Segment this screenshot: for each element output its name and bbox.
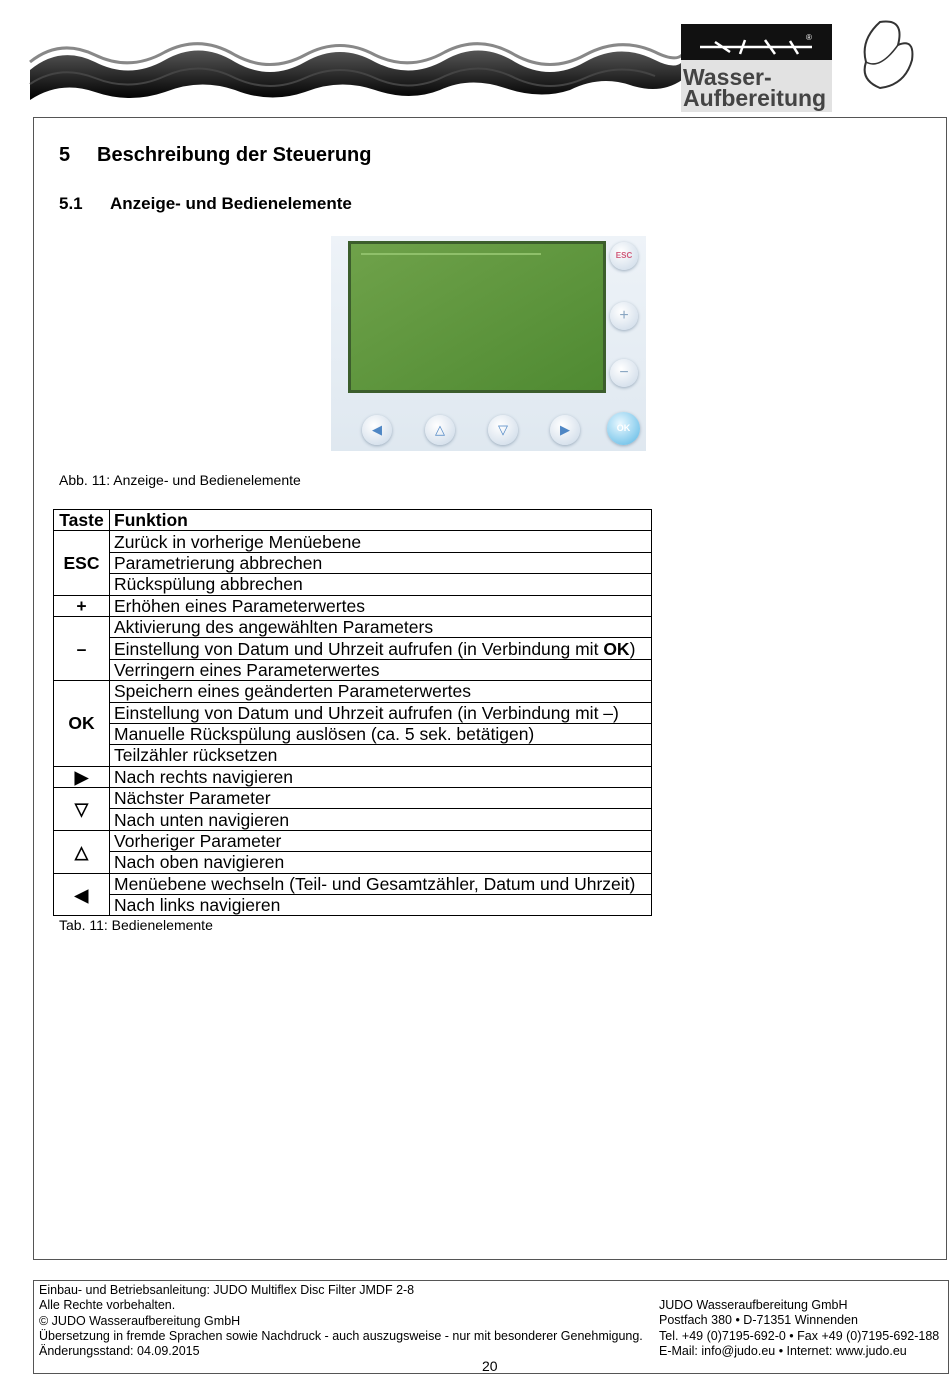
minus-button[interactable] (610, 359, 638, 387)
table-row (54, 809, 652, 830)
butterfly-icon (865, 21, 913, 88)
footer-line: Alle Rechte vorbehalten. (39, 1298, 176, 1313)
table-row (54, 745, 652, 766)
function-cell: Parametrierung abbrechen (110, 552, 652, 573)
header-key: Taste (54, 510, 110, 531)
ok-label: OK (616, 423, 631, 433)
section-title: Beschreibung der Steuerung (97, 144, 372, 166)
table-row (54, 574, 652, 595)
minus-icon: − (619, 364, 629, 381)
table-row (54, 681, 652, 702)
table-row (54, 830, 652, 851)
subsection-heading (59, 194, 352, 214)
section-number: 5 (59, 144, 71, 166)
key-down-arrow-icon: ▽ (54, 788, 110, 831)
ok-bold-text: OK (603, 638, 630, 659)
function-cell: Zurück in vorherige Menüebene (110, 531, 652, 552)
table-row (54, 659, 652, 680)
footer-line: Übersetzung in fremde Sprachen sowie Nachdruck - auch auszugsweise - nur mit besonderer Genehmigung. (39, 1328, 643, 1343)
footer-line: Einbau- und Betriebsanleitung: JUDO Multiflex Disc Filter JMDF 2-8 (39, 1283, 415, 1297)
plus-button[interactable] (610, 302, 638, 330)
header-function: Funktion (110, 510, 652, 531)
function-cell: Rückspülung abbrechen (110, 574, 652, 595)
key-esc: ESC (54, 531, 110, 595)
function-cell: Aktivierung des angewählten Parameters (110, 616, 652, 637)
down-button[interactable] (488, 415, 518, 445)
close-paren: ) (629, 638, 636, 659)
function-cell: Nach rechts navigieren (110, 766, 652, 787)
table-row (54, 723, 652, 744)
arrow-right-icon: ▶ (560, 422, 570, 437)
table-row (54, 638, 652, 659)
esc-label: ESC (615, 251, 633, 260)
left-button[interactable] (362, 415, 392, 445)
control-panel-photo (331, 236, 646, 451)
table-row (54, 852, 652, 873)
arrow-up-icon: △ (435, 422, 445, 437)
key-up-arrow-icon: △ (54, 830, 110, 873)
table-row (54, 788, 652, 809)
function-cell: Vorheriger Parameter (110, 830, 652, 851)
ok-button[interactable] (607, 412, 640, 445)
function-cell: Nach links navigieren (110, 895, 652, 916)
footer-right (659, 1298, 939, 1359)
key-minus: – (54, 616, 110, 680)
table-caption: Tab. 11: Bedienelemente (59, 917, 213, 933)
plus-icon: + (619, 307, 629, 324)
footer-contact: E-Mail: info@judo.eu • Internet: www.judo.eu (659, 1343, 907, 1358)
arrow-down-icon: ▽ (498, 422, 508, 437)
function-cell (110, 638, 652, 659)
footer-phone: Tel. +49 (0)7195-692-0 • Fax +49 (0)7195-692-188 (659, 1328, 940, 1343)
lcd-display (351, 244, 603, 390)
table-row (54, 766, 652, 787)
function-cell: Nach unten navigieren (110, 809, 652, 830)
brand-line-2: Aufbereitung (683, 85, 827, 111)
table-row (54, 873, 652, 894)
page-number: 20 (482, 1358, 498, 1374)
figure-caption: Abb. 11: Anzeige- und Bedienelemente (59, 472, 301, 488)
controls-table (53, 509, 652, 916)
key-ok: OK (54, 681, 110, 767)
table-row (54, 616, 652, 637)
function-cell: Nächster Parameter (110, 788, 652, 809)
svg-text:®: ® (806, 33, 812, 42)
right-button[interactable] (550, 415, 580, 445)
key-left-arrow-icon: ◀ (54, 873, 110, 916)
footer-company: JUDO Wasseraufbereitung GmbH (659, 1298, 848, 1312)
up-button[interactable] (425, 415, 455, 445)
key-right-arrow-icon: ▶ (54, 766, 110, 787)
function-cell: Teilzähler rücksetzen (110, 745, 652, 766)
function-cell: Verringern eines Parameterwertes (110, 659, 652, 680)
key-plus: + (54, 595, 110, 616)
footer-address: Postfach 380 • D-71351 Winnenden (659, 1313, 858, 1328)
arrow-left-icon: ◀ (372, 422, 382, 437)
function-cell: Nach oben navigieren (110, 852, 652, 873)
table-row (54, 702, 652, 723)
table-row (54, 531, 652, 552)
function-cell: Menüebene wechseln (Teil- und Gesamtzähler, Datum und Uhrzeit) (110, 873, 652, 894)
esc-button[interactable] (610, 242, 638, 270)
table-header-row (54, 510, 652, 531)
function-cell: Manuelle Rückspülung auslösen (ca. 5 sek. betätigen) (110, 723, 652, 744)
function-cell: Speichern eines geänderten Parameterwertes (110, 681, 652, 702)
subsection-number: 5.1 (59, 194, 83, 213)
table-row (54, 895, 652, 916)
function-text: Einstellung von Datum und Uhrzeit aufrufen (in Verbindung mit (114, 638, 604, 659)
function-cell: Erhöhen eines Parameterwertes (110, 595, 652, 616)
subsection-title: Anzeige- und Bedienelemente (110, 194, 352, 213)
function-cell: Einstellung von Datum und Uhrzeit aufrufen (in Verbindung mit –) (110, 702, 652, 723)
table-row (54, 595, 652, 616)
footer-left (39, 1283, 643, 1359)
table-row (54, 552, 652, 573)
footer-line: © JUDO Wasseraufbereitung GmbH (39, 1313, 241, 1328)
page-footer (33, 1280, 949, 1374)
footer-line: Änderungsstand: 04.09.2015 (39, 1344, 200, 1359)
brand-line-1: Wasser- (683, 64, 772, 90)
section-heading (59, 144, 372, 167)
page-header (0, 0, 950, 118)
